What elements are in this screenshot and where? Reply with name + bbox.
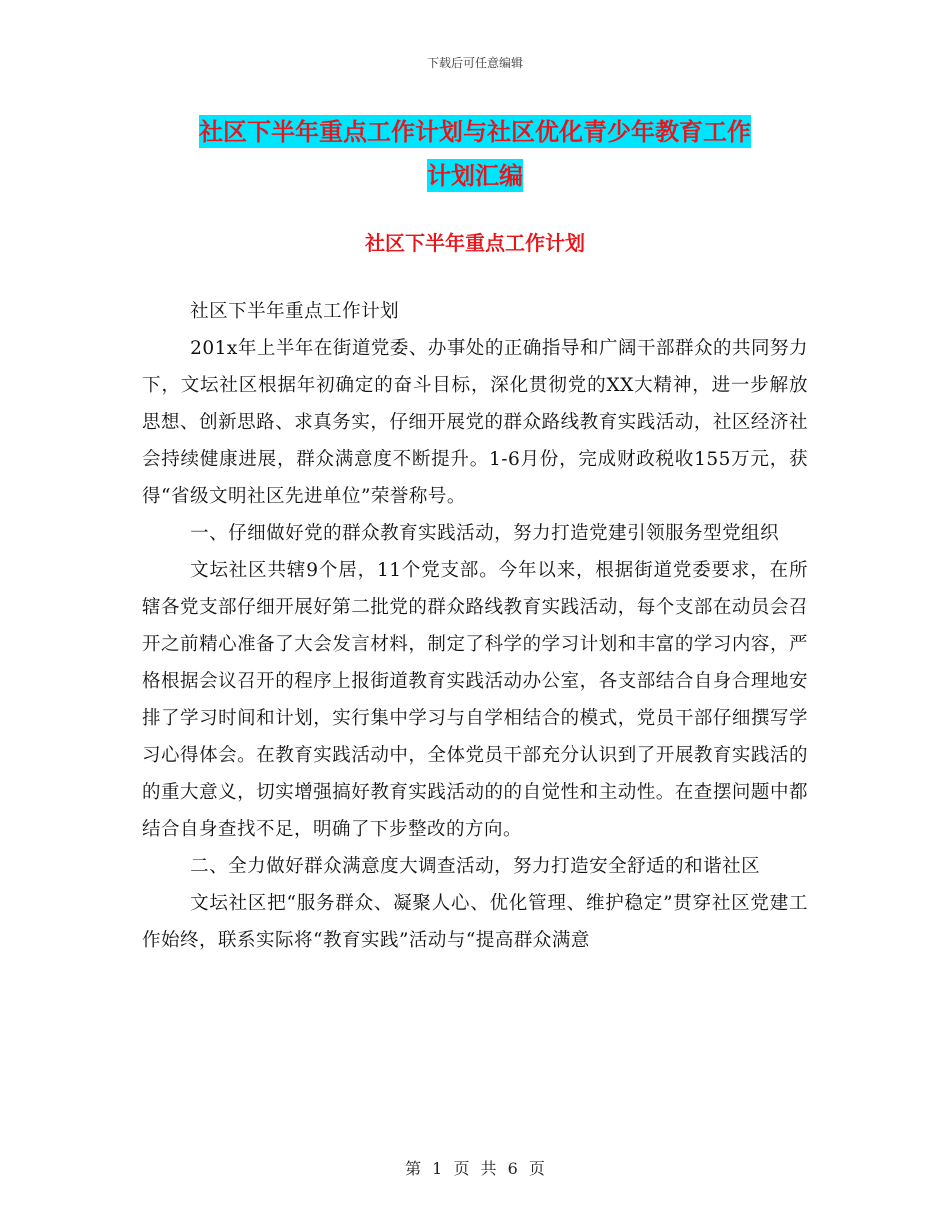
- paragraph: 社区下半年重点工作计划: [190, 301, 400, 322]
- document-body: [142, 293, 808, 959]
- paragraph: 一、仔细做好党的群众教育实践活动，努力打造党建引领服务型党组织: [190, 523, 780, 544]
- document-title-line-2: 计划汇编: [427, 161, 523, 190]
- page-header-note: 下载后可任意编辑: [426, 56, 523, 70]
- page-number: 第 1 页 共 6 页: [405, 1159, 545, 1178]
- paragraph: 文坛社区把“服务群众、凝聚人心、优化管理、维护稳定”贯穿社区党建工作始终，联系实际将“教育实践”活动与“提高群众满意: [142, 893, 808, 951]
- document-title-line-1: 社区下半年重点工作计划与社区优化青少年教育工作: [199, 117, 751, 146]
- paragraph: 201x年上半年在街道党委、办事处的正确指导和广阔干部群众的共同努力下，文坛社区根据年初确定的奋斗目标，深化贯彻党的XX大精神，进一步解放思想、创新思路、求真务实，仔细开展党的群众路线教育实践活动，社区经济社会持续健康进展，群众满意度不断提升。1-6月份，完成财政税收155万元，获得“省级文明社区先进单位”荣誉称号。: [142, 338, 808, 507]
- document-title: [140, 110, 810, 198]
- paragraph: 二、全力做好群众满意度大调查活动，努力打造安全舒适的和谐社区: [190, 856, 761, 877]
- paragraph: 文坛社区共辖9个居，11个党支部。今年以来，根据街道党委要求，在所辖各党支部仔细开展好第二批党的群众路线教育实践活动，每个支部在动员会召开之前精心准备了大会发言材料，制定了科学的学习计划和丰富的学习内容，严格根据会议召开的程序上报街道教育实践活动办公室，各支部结合自身合理地安排了学习时间和计划，实行集中学习与自学相结合的模式，党员干部仔细撰写学习心得体会。在教育实践活动中，全体党员干部充分认识到了开展教育实践活的的重大意义，切实增强搞好教育实践活动的的自觉性和主动性。在查摆问题中都结合自身查找不足，明确了下步整改的方向。: [142, 560, 808, 840]
- section-title: 社区下半年重点工作计划: [365, 231, 585, 255]
